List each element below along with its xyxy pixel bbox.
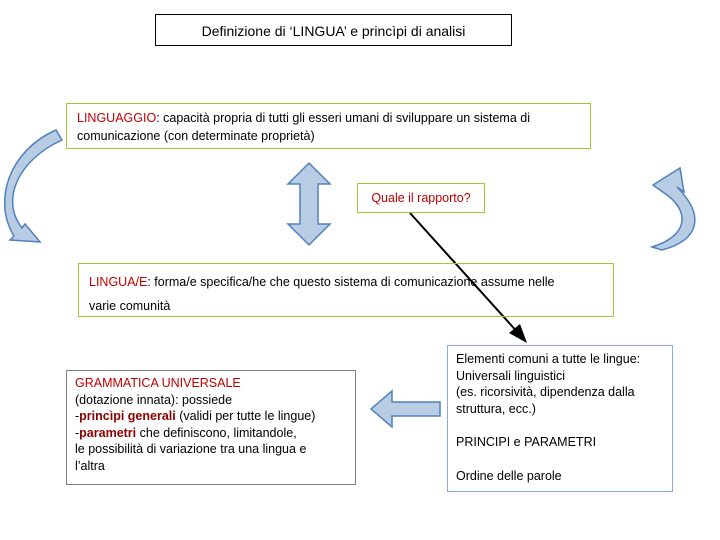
linguaggio-definition: : capacità propria di tutti gli esseri umani di sviluppare un sistema di — [156, 111, 530, 125]
page-title: Definizione di ‘LINGUA’ e princìpi di analisi — [155, 14, 512, 46]
lingua-line2: varie comunità — [89, 299, 171, 313]
lingua-definition: : forma/e specifica/he che questo sistema di comunicazione assume nelle — [147, 275, 555, 289]
rapporto-box — [357, 183, 485, 213]
double-arrow — [288, 163, 330, 245]
parametri: parametri — [79, 425, 137, 440]
grammatica-line3 — [75, 425, 347, 442]
grammatica-line2 — [75, 408, 347, 425]
lingua-line1 — [89, 270, 603, 294]
grammatica-box — [66, 370, 356, 485]
dash-1: - — [75, 409, 80, 423]
principi-generali: princìpi generali — [79, 409, 176, 423]
lingua-box — [78, 263, 614, 317]
lingua-term: LINGUA/E — [89, 275, 148, 289]
grammatica-line4: le possibilità di variazione tra una lingua e — [75, 442, 307, 456]
dash-2: - — [75, 425, 80, 440]
principi-parametri: PRINCIPI e PARAMETRI — [456, 435, 597, 449]
elementi-box — [447, 345, 673, 492]
linguaggio-line1 — [77, 109, 580, 127]
grammatica-line1: (dotazione innata): possiede — [75, 392, 233, 407]
grammatica-line3-rest: che definiscono, limitandole, — [136, 425, 297, 440]
elementi-line3: (es. ricorsività, dipendenza dalla — [456, 385, 635, 399]
linguaggio-box — [66, 103, 591, 149]
ordine-parole: Ordine delle parole — [456, 468, 562, 483]
elementi-line4: struttura, ecc.) — [456, 401, 536, 416]
curved-arrow-right — [652, 168, 695, 250]
elementi-line2: Universali linguistici — [456, 368, 566, 383]
left-arrow — [371, 391, 440, 427]
grammatica-line5: l’altra — [75, 458, 105, 473]
grammatica-heading: GRAMMATICA UNIVERSALE — [75, 376, 241, 390]
elementi-line1: Elementi comuni a tutte le lingue: — [456, 352, 641, 366]
linguaggio-term: LINGUAGGIO — [77, 111, 157, 125]
grammatica-line2-rest: (validi per tutte le lingue) — [175, 409, 316, 423]
linguaggio-line2: comunicazione (con determinate proprietà) — [77, 129, 315, 143]
curved-arrow-left — [5, 130, 62, 242]
rapporto-text: Quale il rapporto? — [371, 191, 471, 205]
